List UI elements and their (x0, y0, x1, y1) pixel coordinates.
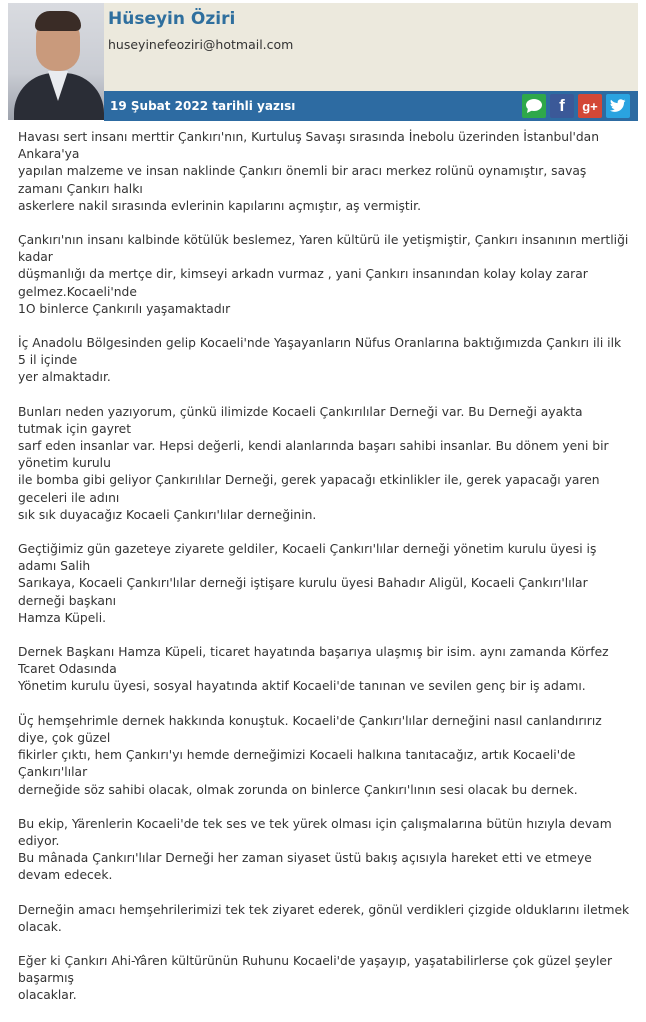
article-paragraph: Bu ekip, Yärenlerin Kocaeli'de tek ses ve tek yürek olması için çalışmalarına bütün hızıyla devam ediyor. Bu mânada Çankırı'lılar Derneği her zaman siyaset üstü bakış açısıyla hareket etti ve etmeye devam edecek. (18, 816, 612, 883)
author-header (0, 0, 646, 124)
author-info (104, 3, 638, 91)
article-paragraph: Geçtiğimiz gün gazeteye ziyarete geldiler, Kocaeli Çankırı'lılar derneği yönetim kurulu üyesi iş adamı Salih Sarıkaya, Kocaeli Çankırı'lılar derneği iştişare kurulu üyesi Bahadır Aligül, Kocaeli Çankırı'lılar derneği başkanı Hamza Küpeli. (18, 542, 597, 625)
article-paragraph: Havası sert insanı merttir Çankırı'nın, Kurtuluş Savaşı sırasında İnebolu üzerinden İstanbul'dan Ankara'ya yapılan malzeme ve insan naklinde Çankırı önemli bir aracı merkez rolünü oynamıştır, savaş zamanı Çankırı halkı askerlere nakil sırasında evlerinin kapılarını açmıştır, aş vermiştir. (18, 130, 600, 213)
article-body (18, 129, 630, 1022)
article-paragraph: Üç hemşehrimle dernek hakkında konuştuk. Kocaeli'de Çankırı'lılar derneğini nasıl canlandırırız diye, çok güzel fikirler çıktı, hem Çankırı'yı hemde derneğimizi Kocaeli halkına tanıtacağız, artık Kocaeli'de Çankırı'lılar derneğide söz sahibi olacak, olmak zorunda on binlerce Çankırı'lının sesi olacak bu dernek. (18, 713, 602, 797)
twitter-bird-icon (610, 99, 626, 113)
article-date: 19 Şubat 2022 tarihli yazısı (110, 99, 296, 113)
google-plus-icon-glyph: g+ (582, 98, 598, 114)
article-paragraph: Eğer ki Çankırı Ahi-Yâren kültürünün Ruhunu Kocaeli'de yaşayıp, yaşatabilirlerse çok güzel şeyler başarmış olacaklar. (18, 953, 613, 1003)
twitter-icon[interactable] (606, 94, 630, 118)
google-plus-icon[interactable] (578, 94, 602, 118)
article-paragraph: Bunları neden yazıyorum, çünkü ilimizde Kocaeli Çankırılılar Derneği var. Bu Derneği ayakta tutmak için gayret sarf eden insanlar var. Hepsi değerli, kendi alanlarında başarı sahibi insanlar. Bu dönem yeni bir yönetim kurulu ile bomba gibi geliyor Çankırılılar Derneği, gerek yapacağı etkinlikler ile, gerek yapacağı yaren geceleri ile adını sık sık duyacağız Kocaeli Çankırı'lılar derneğinin. (18, 404, 609, 522)
article-paragraph: İç Anadolu Bölgesinden gelip Kocaeli'nde Yaşayanların Nüfus Oranlarına baktığımızda Çankırı ili ilk 5 il içinde yer almaktadır. (18, 336, 622, 385)
facebook-icon-glyph: f (559, 96, 565, 115)
author-email[interactable]: huseyinefeoziri@hotmail.com (108, 37, 294, 52)
author-photo-hair (35, 11, 81, 31)
author-name[interactable]: Hüseyin Öziri (108, 9, 236, 29)
speech-bubble-icon (525, 98, 543, 114)
date-bar (104, 91, 638, 121)
article-paragraph: Derneğin amacı hemşehrilerimizi tek tek ziyaret ederek, gönül verdikleri çizgide olduklarını iletmek olacak. (18, 902, 630, 934)
article-paragraph: Dernek Başkanı Hamza Küpeli, ticaret hayatında başarıya ulaşmış bir isim. aynı zamanda Körfez Tcaret Odasında Yönetim kurulu üyesi, sosyal hayatında aktif Kocaeli'de tanınan ve sevilen genç bir iş adamı. (18, 645, 609, 694)
author-photo (8, 3, 104, 120)
facebook-icon[interactable] (550, 94, 574, 118)
message-icon[interactable] (522, 94, 546, 118)
article-paragraph: Çankırı'nın insanı kalbinde kötülük beslemez, Yaren kültürü ile yetişmiştir, Çankırı insanının mertliği kadar düşmanlığı da mertçe dir, kimseyi arkadn vurmaz , yani Çankırı insanından kolay kolay zarar gelmez.Kocaeli'nde 1O binlerce Çankırılı yaşamaktadır (18, 233, 629, 316)
